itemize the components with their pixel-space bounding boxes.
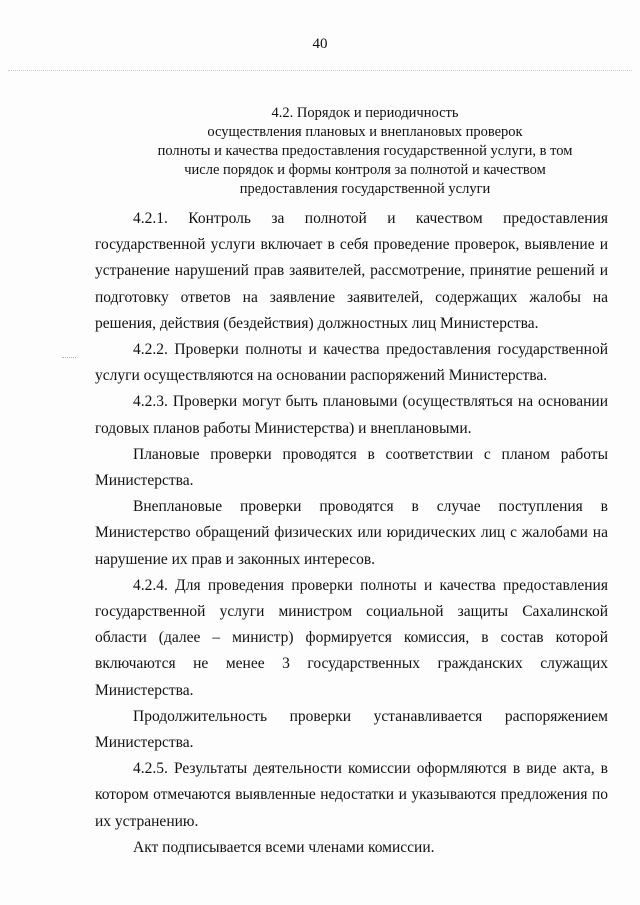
heading-line: 4.2. Порядок и периодичность [271,105,459,121]
heading-line: предоставления государственной услуги [239,181,491,197]
heading-line: полноты и качества предоставления государственной услуги, в том [157,143,573,159]
paragraph-act-signed: Акт подписывается всеми членами комиссии. [133,838,435,856]
margin-mark [62,357,76,360]
heading-line: числе порядок и формы контроля за полнотой и качеством [184,162,546,178]
paragraph-duration: Продолжительность проверки устанавливается распоряжением Министерства. [95,707,608,752]
paragraph-4-2-2: 4.2.2. Проверки полноты и качества предоставления государственной услуги осуществляются на основании распоряжений Министерства. [95,341,608,385]
paragraph-4-2-1: 4.2.1. Контроль за полнотой и качеством предоставления государственной услуги включает в себя проведение проверок, выявление и устранение нарушений прав заявителей, рассмотрение, принятие решений и подготовку ответов на заявление заявителей, содержащих жалобы на решения, действия (бездействия) должностных лиц Министерства. [95,210,608,332]
paragraph-unplanned-checks: Внеплановые проверки проводятся в случае поступления в Министерство обращений физических или юридических лиц с жалобами на нарушение их прав и законных интересов. [95,498,608,568]
page-number: 40 [312,36,328,52]
scan-noise-line [8,70,632,77]
section-heading [120,104,610,199]
paragraph-4-2-3: 4.2.3. Проверки могут быть плановыми (осуществляться на основании годовых планов работы Министерства) и внеплановыми. [95,393,608,437]
document-body [95,206,608,861]
heading-line: осуществления плановых и внеплановых проверок [207,124,523,140]
paragraph-4-2-5: 4.2.5. Результаты деятельности комиссии оформляются в виде акта, в котором отмечаются выявленные недостатки и указываются предложения по их устранению. [95,760,608,830]
paragraph-planned-checks: Плановые проверки проводятся в соответствии с планом работы Министерства. [95,445,608,490]
paragraph-4-2-4: 4.2.4. Для проведения проверки полноты и качества предоставления государственной услуги министром социальной защиты Сахалинской области (далее – министр) формируется комиссия, в состав которой включаются не менее 3 государственных гражданских служащих Министерства. [95,576,608,699]
